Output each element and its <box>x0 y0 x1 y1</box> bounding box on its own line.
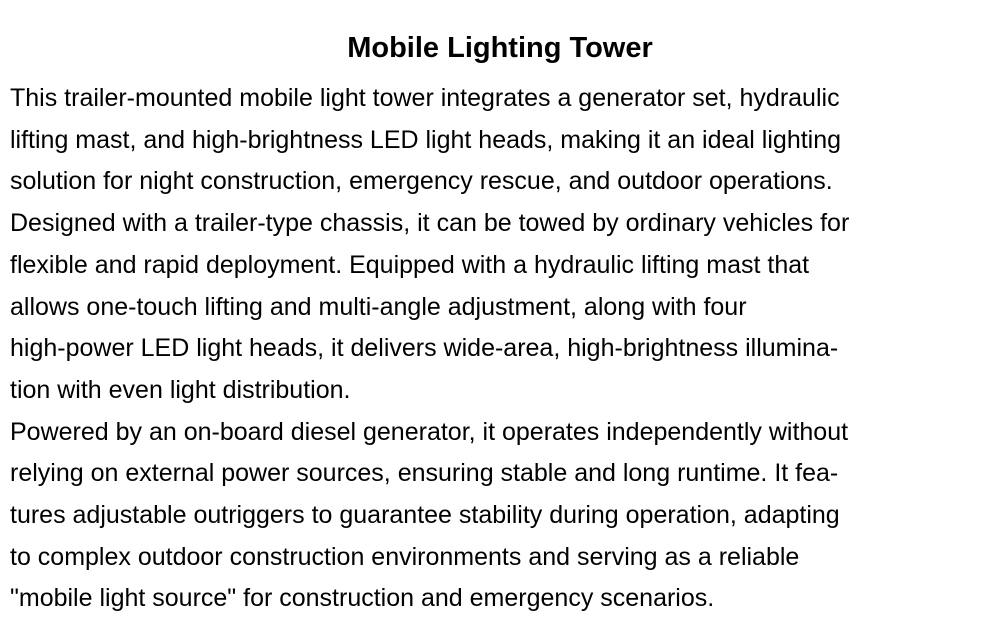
document-title: Mobile Lighting Tower <box>347 32 653 64</box>
document-body <box>10 78 995 620</box>
body-line: allows one-touch lifting and multi-angle adjustment, along with four <box>10 292 747 321</box>
body-line: high-power LED light heads, it delivers wide-area, high-brightness illumina- <box>10 334 839 363</box>
body-line: Designed with a trailer-type chassis, it can be towed by ordinary vehicles for <box>10 209 850 238</box>
body-line: to complex outdoor construction environments and serving as a reliable <box>10 542 800 571</box>
body-line: Powered by an on-board diesel generator, it operates independently without <box>10 417 849 446</box>
body-line: solution for night construction, emergency rescue, and outdoor operations. <box>10 167 833 196</box>
body-line: tion with even light distribution. <box>10 375 351 404</box>
body-line: flexible and rapid deployment. Equipped with a hydraulic lifting mast that <box>10 250 810 279</box>
body-line: "mobile light source" for construction and emergency scenarios. <box>10 584 715 613</box>
body-line: lifting mast, and high-brightness LED light heads, making it an ideal lighting <box>10 125 842 154</box>
body-line: relying on external power sources, ensuring stable and long runtime. It fea- <box>10 459 839 488</box>
body-line: tures adjustable outriggers to guarantee stability during operation, adapting <box>10 501 840 530</box>
body-line: This trailer-mounted mobile light tower integrates a generator set, hydraulic <box>10 84 840 112</box>
